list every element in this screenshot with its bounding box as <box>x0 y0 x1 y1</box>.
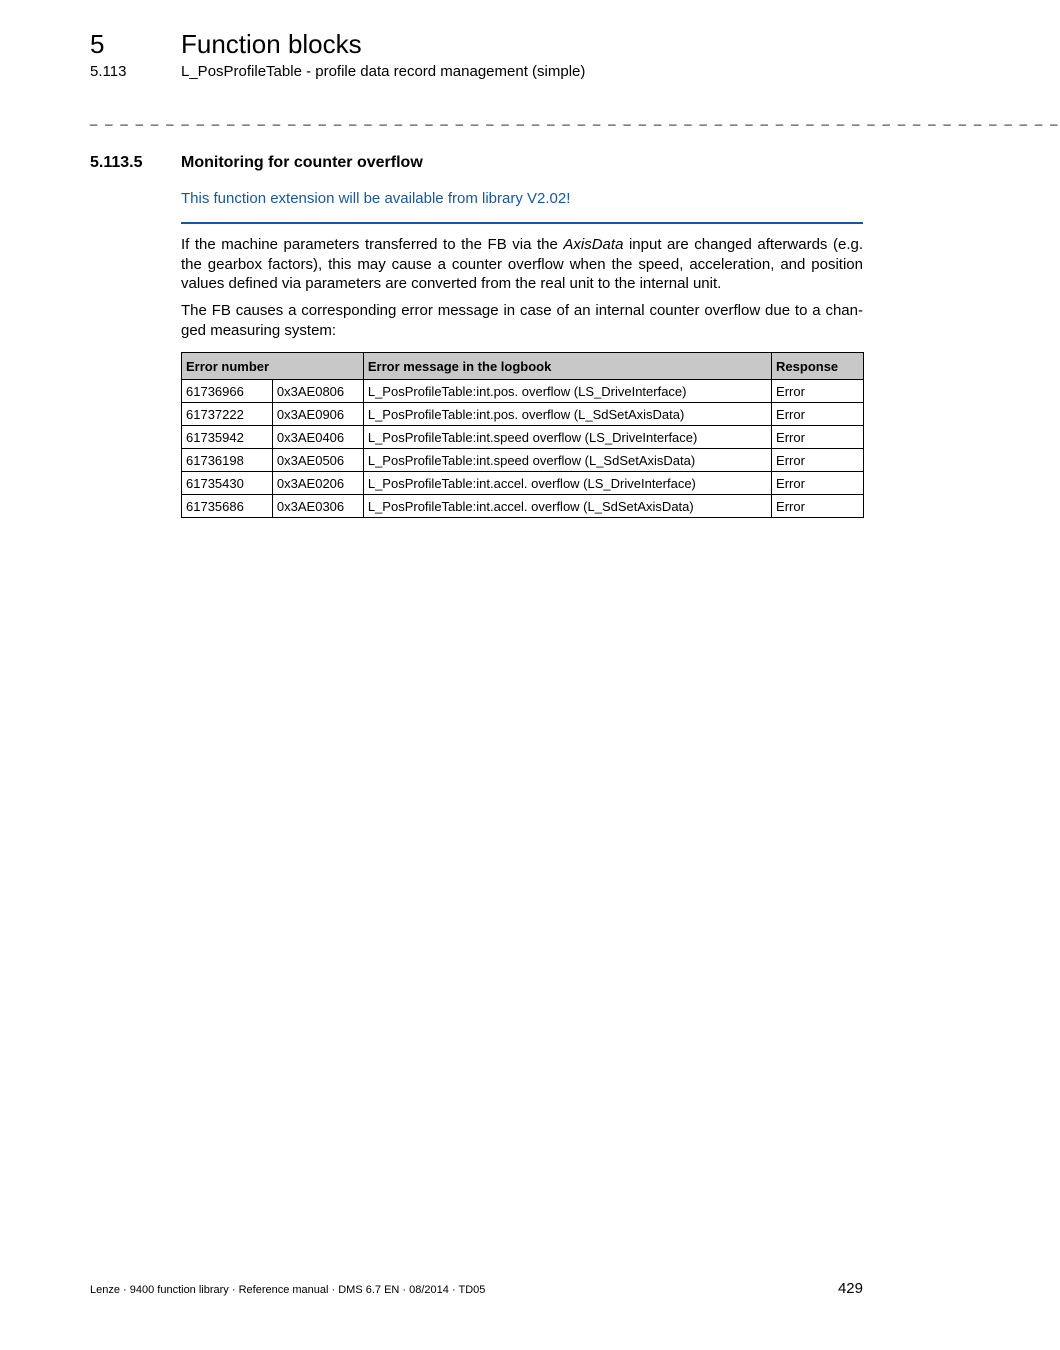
error-number-hex: 0x3AE0206 <box>272 472 363 495</box>
axisdata-emphasis: AxisData <box>563 236 624 253</box>
error-response: Error <box>772 495 864 518</box>
subsection-number: 5.113.5 <box>90 154 143 171</box>
section-title: L_PosProfileTable - profile data record management (simple) <box>181 63 586 80</box>
error-table <box>181 352 864 518</box>
subsection-title: Monitoring for counter overflow <box>181 154 423 171</box>
error-response: Error <box>772 449 864 472</box>
header-error-number: Error number <box>182 353 364 380</box>
error-message: L_PosProfileTable:int.accel. overflow (L_SdSetAxisData) <box>363 495 771 518</box>
table-row <box>182 449 864 472</box>
paragraph-error-message: The FB causes a corresponding error message in case of an internal counter overflow due to a chan-ged measuring system: <box>181 302 863 339</box>
page-number: 429 <box>837 1280 863 1297</box>
section-number: 5.113 <box>90 63 127 80</box>
error-response: Error <box>772 380 864 403</box>
table-row <box>182 426 864 449</box>
availability-note: This function extension will be available from library V2.02! <box>181 190 571 207</box>
error-message: L_PosProfileTable:int.pos. overflow (LS_DriveInterface) <box>363 380 771 403</box>
error-message: L_PosProfileTable:int.speed overflow (L_SdSetAxisData) <box>363 449 771 472</box>
table-row <box>182 403 864 426</box>
table-row <box>182 472 864 495</box>
error-number-dec: 61735942 <box>182 426 273 449</box>
error-number-hex: 0x3AE0406 <box>272 426 363 449</box>
table-row <box>182 380 864 403</box>
error-number-dec: 61737222 <box>182 403 273 426</box>
error-number-hex: 0x3AE0806 <box>272 380 363 403</box>
error-number-dec: 61735686 <box>182 495 273 518</box>
error-number-dec: 61735430 <box>182 472 273 495</box>
header-error-message: Error message in the logbook <box>363 353 771 380</box>
error-response: Error <box>772 426 864 449</box>
error-message: L_PosProfileTable:int.pos. overflow (L_SdSetAxisData) <box>363 403 771 426</box>
header-response: Response <box>772 353 864 380</box>
paragraph-intro-text-end: input are changed afterwards (e.g. the gearbox factors), this may cause a counter overflow when the speed, acceleration, and position values defined via parameters are converted from the real unit to the internal unit. <box>181 236 863 292</box>
error-number-dec: 61736198 <box>182 449 273 472</box>
error-number-hex: 0x3AE0906 <box>272 403 363 426</box>
error-message: L_PosProfileTable:int.accel. overflow (LS_DriveInterface) <box>363 472 771 495</box>
error-message: L_PosProfileTable:int.speed overflow (LS_DriveInterface) <box>363 426 771 449</box>
table-row <box>182 495 864 518</box>
error-number-hex: 0x3AE0506 <box>272 449 363 472</box>
error-response: Error <box>772 403 864 426</box>
header-dashed-rule: _ _ _ _ _ _ _ _ _ _ _ _ _ _ _ _ _ _ _ _ _ _ _ _ _ _ _ _ _ _ _ _ _ _ _ _ _ _ _ _ _ _ _ _ _ _ _ _ _ _ _ _ _ _ _ _ _ _ _ _ _ _ _ _ <box>90 111 1060 126</box>
paragraph-intro <box>181 235 863 294</box>
footer-text: Lenze · 9400 function library · Reference manual · DMS 6.7 EN · 08/2014 · TD05 <box>90 1284 486 1296</box>
error-response: Error <box>772 472 864 495</box>
chapter-title: Function blocks <box>181 29 362 59</box>
error-number-dec: 61736966 <box>182 380 273 403</box>
paragraph-intro-text: If the machine parameters transferred to the FB via the <box>181 236 564 253</box>
table-header-row <box>182 353 864 380</box>
note-divider <box>181 222 863 224</box>
error-number-hex: 0x3AE0306 <box>272 495 363 518</box>
chapter-number: 5 <box>90 29 105 59</box>
